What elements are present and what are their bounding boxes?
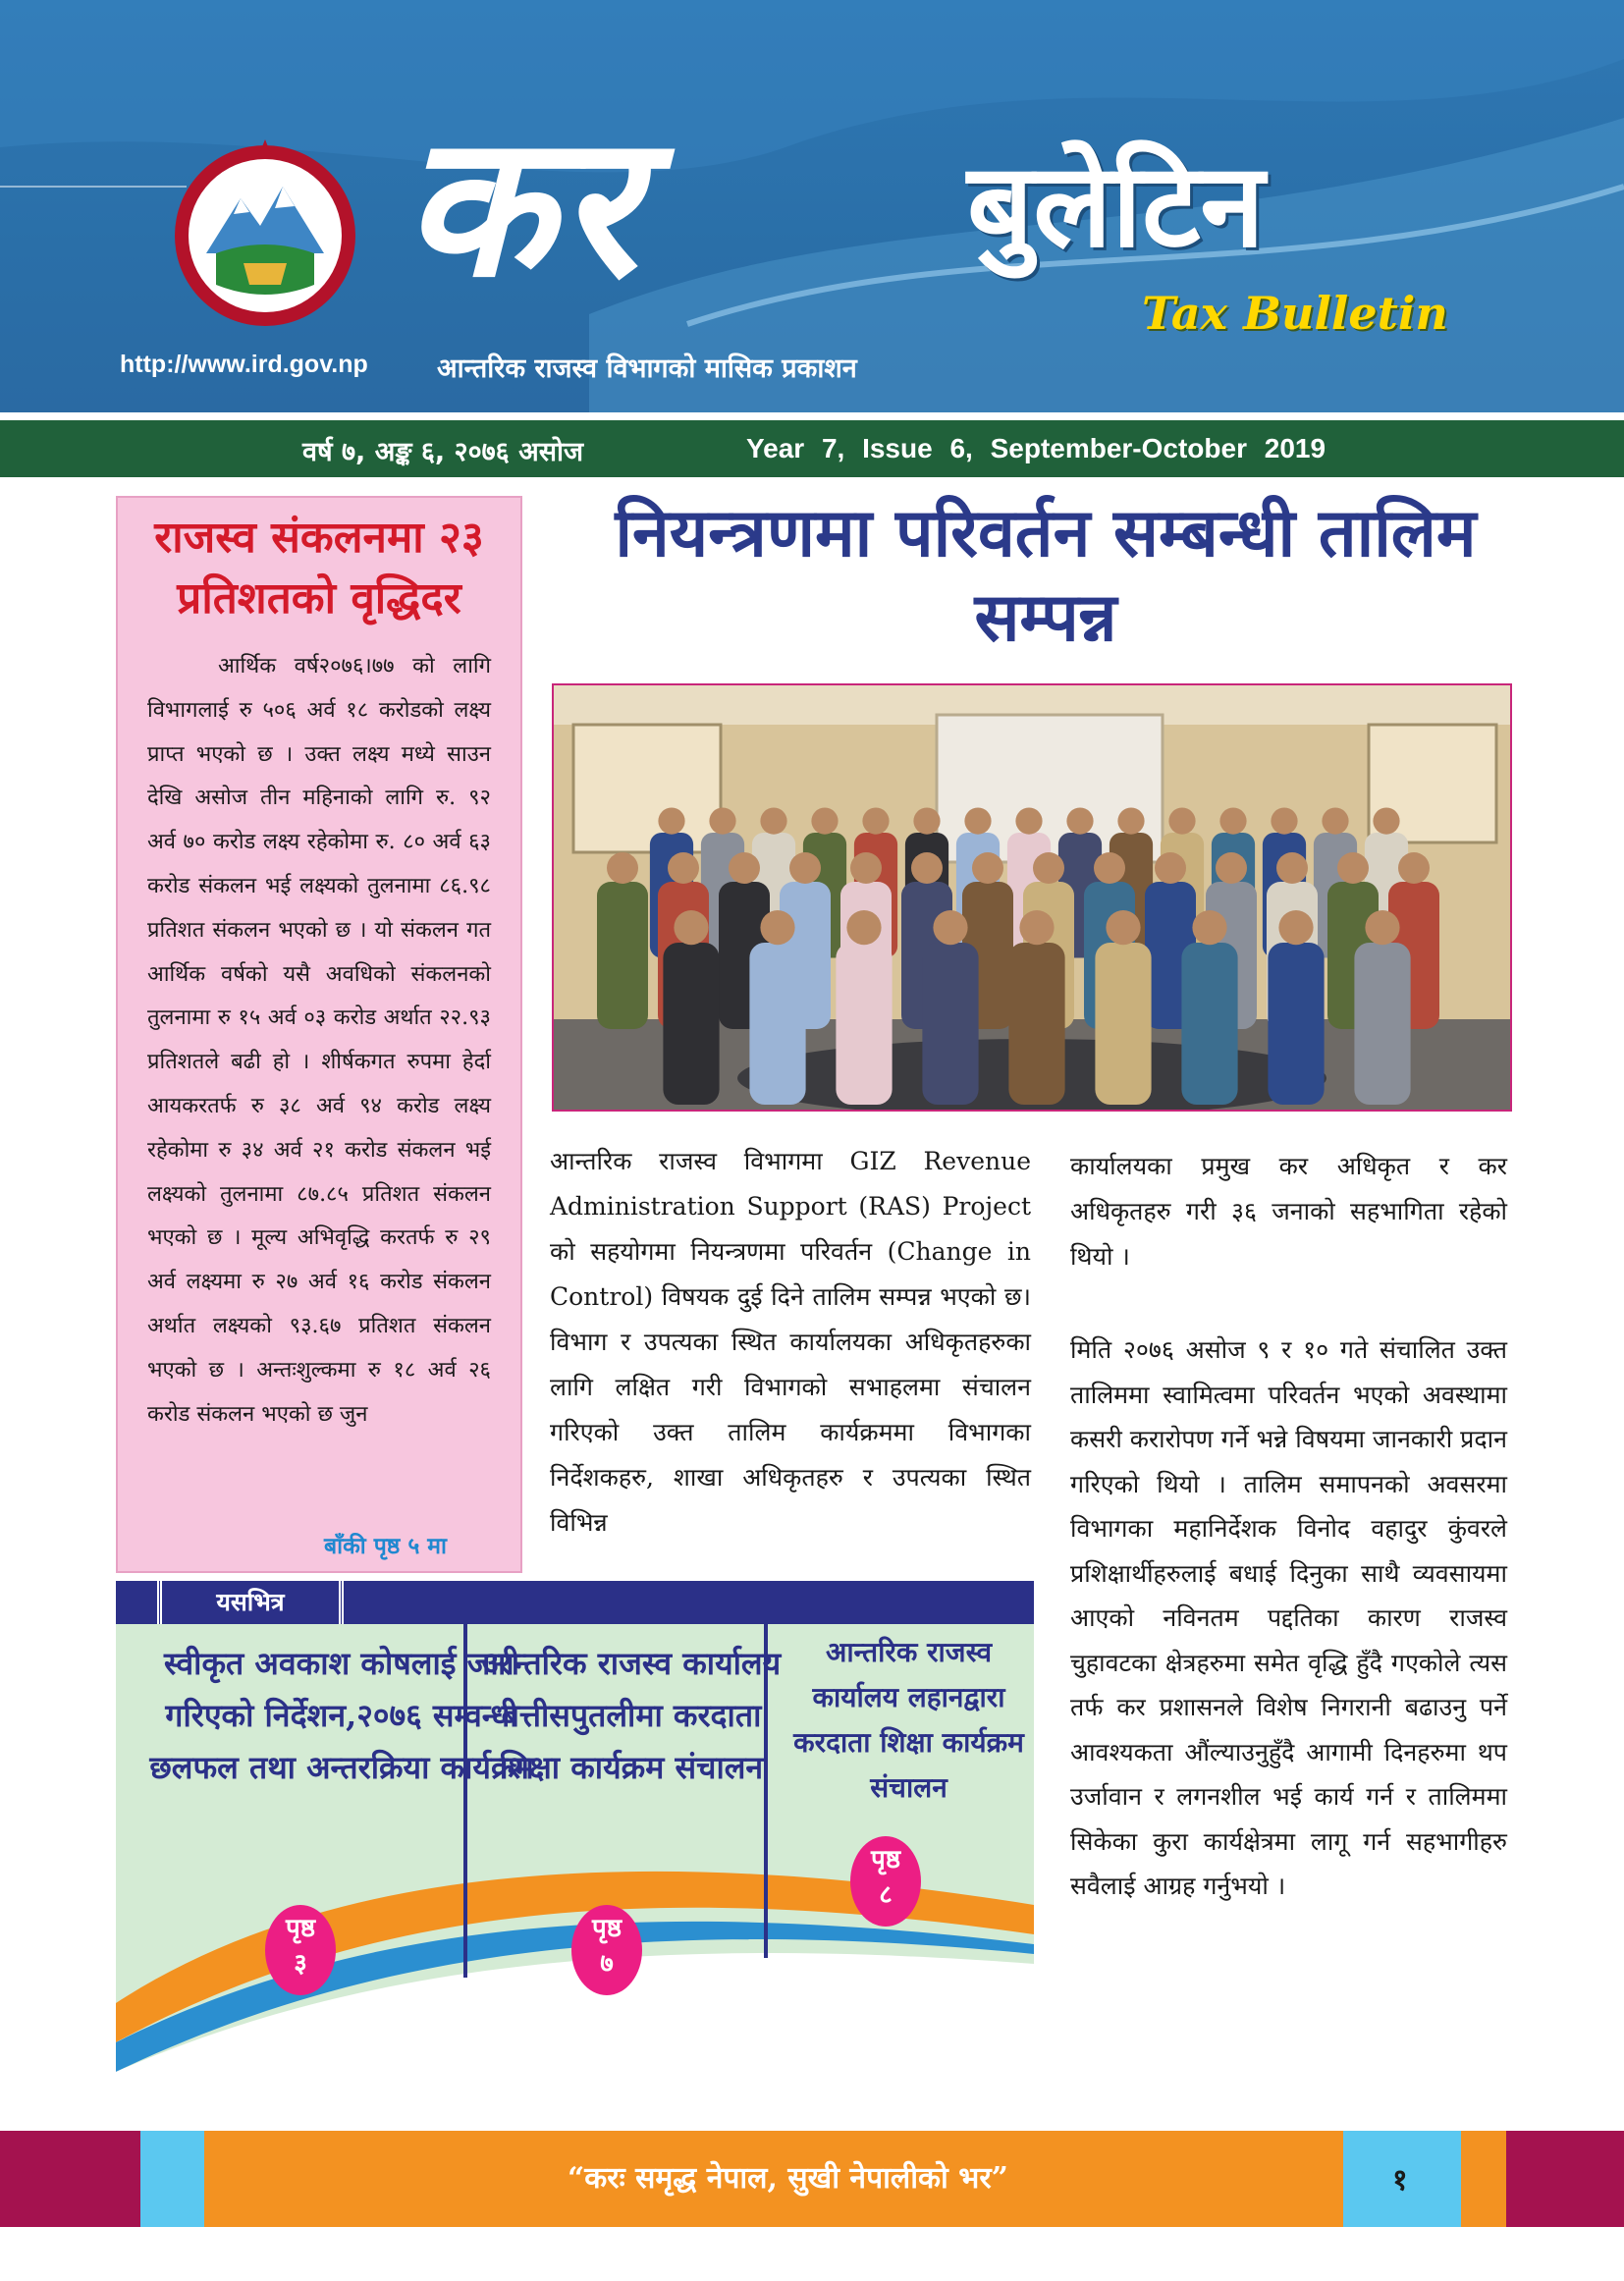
page-word: पृष्ठ (870, 1845, 901, 1874)
issue-bar (0, 420, 1624, 477)
person-head (709, 808, 735, 835)
article-headline: नियन्त्रणमा परिवर्तन सम्बन्धी तालिम सम्पन्न (615, 494, 1477, 657)
teaser-1-title[interactable]: स्वीकृत अवकाश कोषलाई जारी गरिएको निर्देशन,२०७६ सम्वन्धी छलफल तथा अन्तरक्रिया कार्यक्रम (149, 1645, 534, 1786)
masthead-title: कर (403, 90, 642, 321)
footer-segment (1506, 2131, 1624, 2227)
teaser-3-page-badge[interactable] (850, 1836, 921, 1927)
person-head (933, 910, 967, 945)
person-head (760, 808, 786, 835)
person-head (1015, 808, 1042, 835)
in-this-issue-panel (116, 1581, 1034, 2082)
person-head (1192, 910, 1226, 945)
person-figure (749, 943, 805, 1105)
article-column-2-para-2: मिति २०७६ असोज ९ र १० गते संचालित उक्त तालिममा स्वामित्वमा परिवर्तन भएको अवस्थामा कसरी करारोपण गर्ने भन्ने विषयमा जानकारी प्रदान गरिएको थियो । तालिम समापनको अवसरमा विभागका महानिर्देशक विनोद वहादुर कुंवरले प्रशिक्षार्थीहरुलाई बधाई दिनुका साथै व्यवसायमा आएको नविनतम पद्दतिका कारण राजस्व चुहावटका क्षेत्रहरुमा समेत वृद्धि हुँदै गएकोले त्यस तर्फ कर प्रशासनले विशेष निगरानी बढाउनु पर्ने आवश्यकता औंल्याउनुहुँदै आगामी दिनहरुमा थप उर्जावान र लगनशील भई कार्य गर्न र तालिममा सिकेका कुरा कार्यक्षेत्रमा लागू गर्न सहभागीहरु सवैलाई आग्रह गर्नुभयो । (1070, 1335, 1508, 1900)
person-head (668, 852, 699, 884)
sidebar-body-text: आर्थिक वर्ष२०७६।७७ को लागि विभागलाई रु ५०६ अर्व १८ करोडको लक्ष्य प्राप्त भएको छ । उक्त लक्ष्य मध्ये साउन देखि असोज तीन महिनाको लागि रु. ९२ अर्व ७० करोड लक्ष्य रहेकोमा रु. ८० अर्व ६३ करोड संकलन भई लक्ष्यको तुलनामा ८६.९८ प्रतिशत संकलन भएको छ । यो संकलन गत आर्थिक वर्षको यसै अवधिको संकलनको तुलनामा रु १५ अर्व ०३ करोड अर्थात २२.९३ प्रतिशतले बढी हो । शीर्षकगत रुपमा हेर्दा आयकरतर्फ रु ३८ अर्व ९४ करोड लक्ष्य रहेकोमा रु ३४ अर्व २१ करोड संकलन भई लक्ष्यको तुलनामा ८७.८५ प्रतिशत संकलन भएको छ । मूल्य अभिवृद्धि करतर्फ रु २९ अर्व लक्ष्यमा रु २७ अर्व १६ करोड संकलन अर्थात लक्ष्यको ९३.६७ प्रतिशत संकलन भएको छ । अन्तःशुल्कमा रु १८ अर्व २६ करोड संकलन भएको छ जुन (147, 654, 491, 1427)
person-figure (1268, 943, 1324, 1105)
footer-slogan: “करः समृद्ध नेपाल, सुखी नेपालीको भर” (568, 2161, 1008, 2196)
masthead-title-english: Tax Bulletin (1142, 287, 1448, 340)
person-head (862, 808, 889, 835)
person-head (1271, 808, 1297, 835)
publisher-line: आन्तरिक राजस्व विभागको मासिक प्रकाशन (437, 353, 857, 384)
person-figure (1354, 943, 1410, 1105)
person-head (972, 852, 1003, 884)
person-head (846, 910, 881, 945)
footer-bar (0, 2131, 1624, 2227)
person-head (1094, 852, 1125, 884)
person-head (1155, 852, 1186, 884)
in-this-issue-header-bar (116, 1581, 1034, 1624)
person-head (964, 808, 991, 835)
page-number: ७ (600, 1949, 614, 1979)
person-figure (922, 943, 978, 1105)
teaser-2-title[interactable]: आन्तरिक राजस्व कार्यालय बत्तीसपुतलीमा करदाता शिक्षा कार्यक्रम संचालन (481, 1645, 782, 1786)
page-word: पृष्ठ (591, 1914, 623, 1943)
website-link[interactable]: http://www.ird.gov.np (120, 351, 368, 378)
person-figure (1008, 943, 1064, 1105)
person-head (1365, 910, 1399, 945)
issue-info-nepali: वर्ष ७, अङ्क ६, २०७६ असोज (302, 437, 583, 467)
person-head (1398, 852, 1430, 884)
footer-segment (140, 2131, 204, 2227)
person-head (674, 910, 708, 945)
person-head (1337, 852, 1369, 884)
masthead (0, 0, 1624, 412)
group-photo-illustration (554, 685, 1510, 1110)
article-column-1: आन्तरिक राजस्व विभागमा GIZ Revenue Administration Support (RAS) Project को सहयोगमा नियन्त्रणमा परिवर्तन (Change in Control) विषयक दुई दिने तालिम सम्पन्न भएको छ। विभाग र उपत्यका स्थित कार्यालयका अधिकृतहरुका लागि लक्षित गरी विभागको सभाहलमा संचालन गरिएको उक्त तालिम कार्यक्रममा विभागका निर्देशकहरु, शाखा अधिकृतहरु र उपत्यका स्थित विभिन्न (550, 1147, 1031, 1537)
page-number: १ (1392, 2163, 1408, 2198)
person-figure (663, 943, 719, 1105)
teaser-1-page-badge[interactable] (265, 1905, 336, 1995)
person-head (850, 852, 882, 884)
continued-on-page-link[interactable]: बाँकी पृष्ठ ५ मा (324, 1534, 448, 1559)
person-head (760, 910, 794, 945)
person-head (1322, 808, 1348, 835)
page-number: ३ (294, 1949, 307, 1979)
person-figure (1095, 943, 1151, 1105)
footer-segment (1461, 2131, 1506, 2227)
article-column-2-para-1: कार्यालयका प्रमुख कर अधिकृत र कर अधिकृतहरु गरी ३६ जनाको सहभागिता रहेको थियो । (1070, 1152, 1507, 1271)
footer-segment (0, 2131, 140, 2227)
person-head (811, 808, 838, 835)
page-number: ८ (879, 1880, 893, 1910)
person-head (1168, 808, 1195, 835)
nepal-government-emblem-icon (167, 137, 363, 334)
person-head (607, 852, 638, 884)
person-head (1066, 808, 1093, 835)
person-head (729, 852, 760, 884)
person-head (1216, 852, 1247, 884)
person-head (1117, 808, 1144, 835)
sidebar-headline: राजस्व संकलनमा २३ प्रतिशतको वृद्धिदर (154, 513, 484, 624)
person-figure (836, 943, 892, 1105)
person-head (913, 808, 940, 835)
person-head (1033, 852, 1064, 884)
person-head (1219, 808, 1246, 835)
person-head (1019, 910, 1054, 945)
issue-info-english: Year 7, Issue 6, September-October 2019 (746, 433, 1326, 463)
training-group-photo (552, 683, 1512, 1112)
person-head (1106, 910, 1140, 945)
person-head (789, 852, 821, 884)
person-head (1373, 808, 1399, 835)
person-head (658, 808, 684, 835)
person-head (1276, 852, 1308, 884)
person-head (1278, 910, 1313, 945)
teaser-3-title[interactable]: आन्तरिक राजस्व कार्यालय लहानद्वारा करदाता शिक्षा कार्यक्रम संचालन (793, 1636, 1024, 1804)
page-word: पृष्ठ (285, 1914, 316, 1943)
masthead-subtitle: बुलेटिन (967, 136, 1265, 273)
revenue-sidebar-box (116, 496, 522, 1573)
person-head (911, 852, 943, 884)
person-figure (597, 882, 648, 1029)
teaser-2-page-badge[interactable] (571, 1905, 642, 1995)
in-this-issue-label: यसभित्र (157, 1581, 344, 1624)
person-figure (1181, 943, 1237, 1105)
